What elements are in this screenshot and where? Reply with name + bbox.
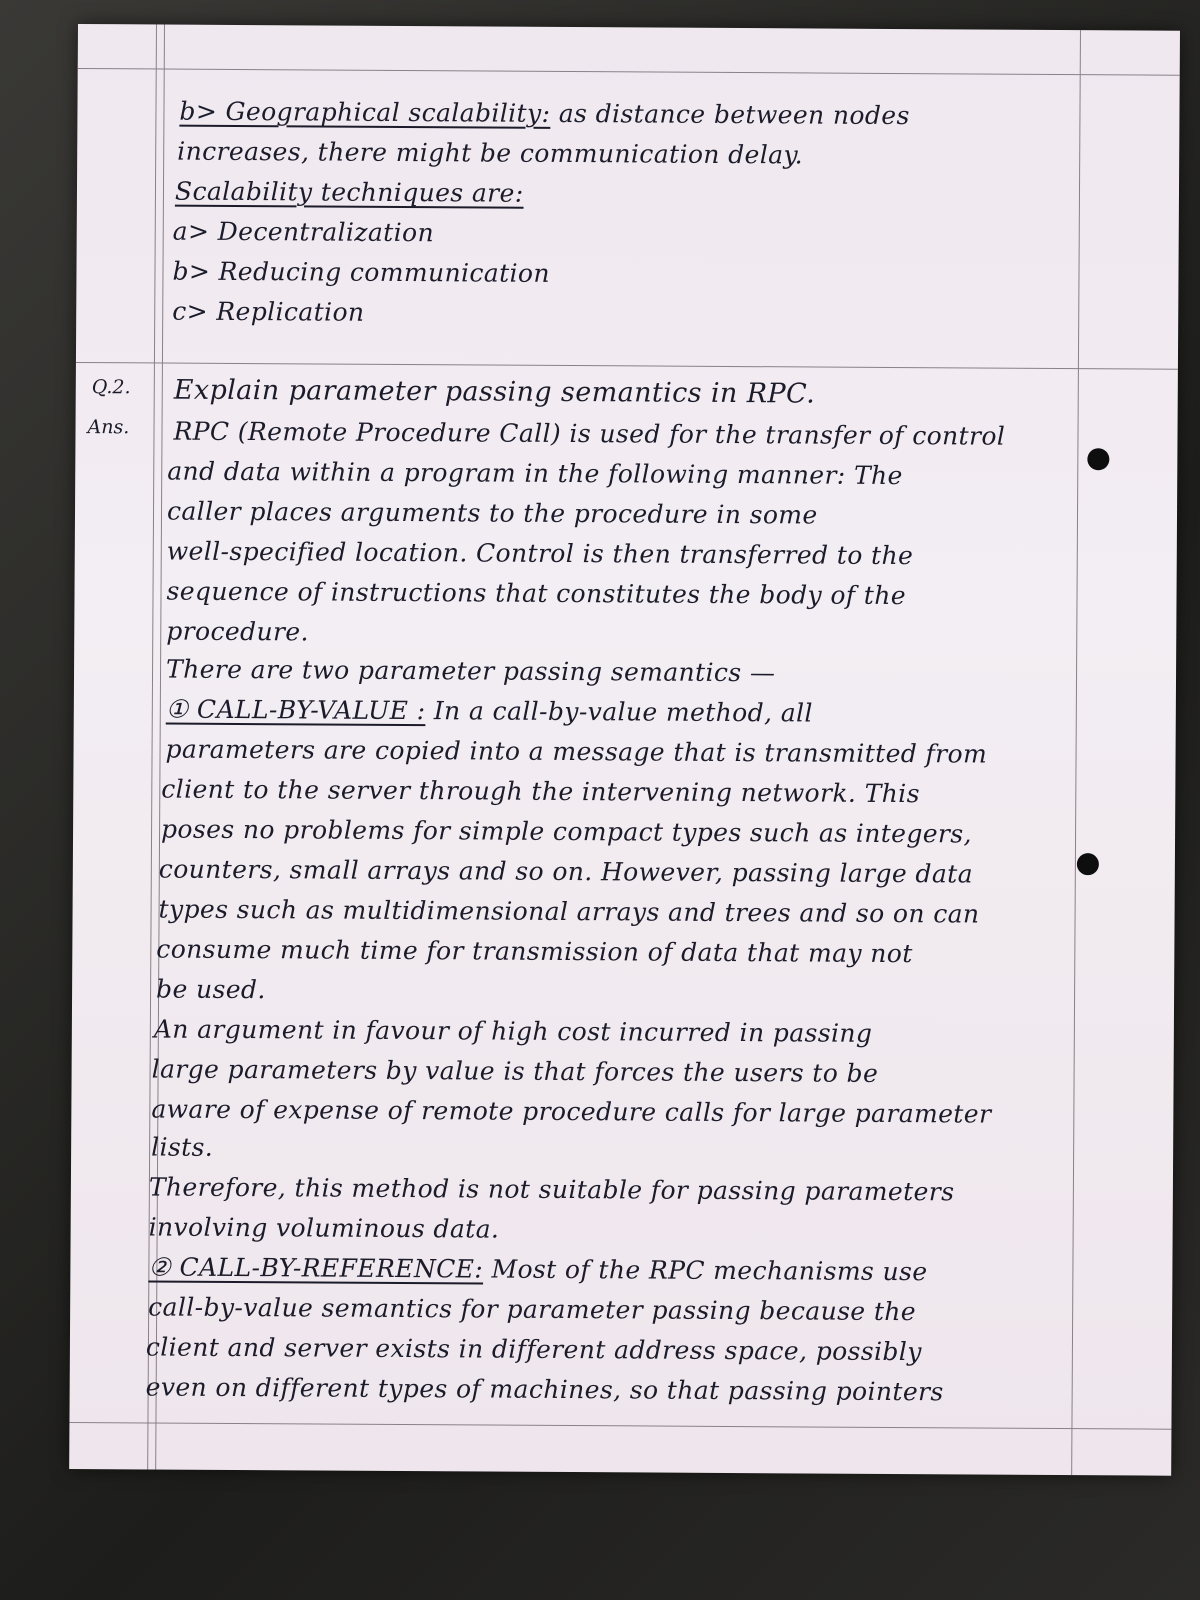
geo-scalability-line bbox=[179, 97, 909, 130]
techniques-heading: Scalability techniques are: bbox=[174, 176, 524, 208]
geo-scalability-label: b> Geographical scalability: bbox=[179, 96, 551, 128]
cbr-heading: ② CALL-BY-REFERENCE: bbox=[148, 1252, 484, 1284]
technique-item: b> Reducing communication bbox=[172, 256, 551, 288]
cbv-first-text: In a call-by-value method, all bbox=[433, 696, 813, 728]
answer-line: sequence of instructions that constitutes the body of the bbox=[166, 576, 907, 611]
argument-line: An argument in favour of high cost incurred in passing bbox=[153, 1014, 873, 1048]
answer-line: procedure. bbox=[166, 616, 309, 647]
cbv-line: counters, small arrays and so on. However, passing large data bbox=[158, 854, 974, 889]
page-content bbox=[145, 25, 1170, 1476]
answer-line: RPC (Remote Procedure Call) is used for the transfer of control bbox=[173, 416, 1006, 451]
answer-label: Ans. bbox=[87, 416, 130, 439]
cbv-line: consume much time for transmission of data that may not bbox=[156, 934, 913, 969]
geo-scalability-text: as distance between nodes bbox=[558, 98, 910, 131]
cbv-line: types such as multidimensional arrays and trees and so on can bbox=[158, 894, 980, 929]
notebook-page bbox=[69, 24, 1180, 1476]
technique-item: c> Replication bbox=[172, 296, 365, 327]
cbr-line: even on different types of machines, so that passing pointers bbox=[145, 1372, 944, 1407]
therefore-line: involving voluminous data. bbox=[148, 1212, 500, 1244]
answer-line: and data within a program in the following manner: The bbox=[167, 456, 903, 491]
cbv-line: parameters are copied into a message that is transmitted from bbox=[165, 734, 988, 769]
geo-scalability-line-2: increases, there might be communication delay. bbox=[177, 136, 804, 170]
cbv-heading: ① CALL-BY-VALUE : bbox=[165, 694, 426, 726]
cbr-line: client and server exists in different address space, possibly bbox=[145, 1332, 922, 1367]
argument-line: lists. bbox=[151, 1132, 214, 1162]
cbr-first-text: Most of the RPC mechanisms use bbox=[491, 1254, 928, 1287]
question-text: Explain parameter passing semantics in RPC. bbox=[173, 374, 816, 410]
argument-line: aware of expense of remote procedure calls for large parameter bbox=[151, 1094, 992, 1129]
answer-line: well-specified location. Control is then transferred to the bbox=[166, 536, 914, 571]
cbv-line: client to the server through the intervening network. This bbox=[161, 774, 920, 809]
cbr-first-line bbox=[148, 1252, 927, 1286]
answer-line: caller places arguments to the procedure in some bbox=[166, 496, 818, 530]
argument-line: large parameters by value is that forces the users to be bbox=[151, 1054, 879, 1088]
therefore-line: Therefore, this method is not suitable for passing parameters bbox=[148, 1172, 955, 1207]
cbv-line: poses no problems for simple compact types such as integers, bbox=[160, 814, 973, 849]
cbv-first-line bbox=[166, 695, 813, 728]
cbr-line: call-by-value semantics for parameter passing because the bbox=[148, 1292, 917, 1327]
technique-item: a> Decentralization bbox=[172, 216, 435, 248]
cbv-line: be used. bbox=[156, 974, 266, 1005]
question-number: Q.2. bbox=[91, 376, 131, 399]
semantics-intro: There are two parameter passing semantics — bbox=[165, 654, 776, 688]
